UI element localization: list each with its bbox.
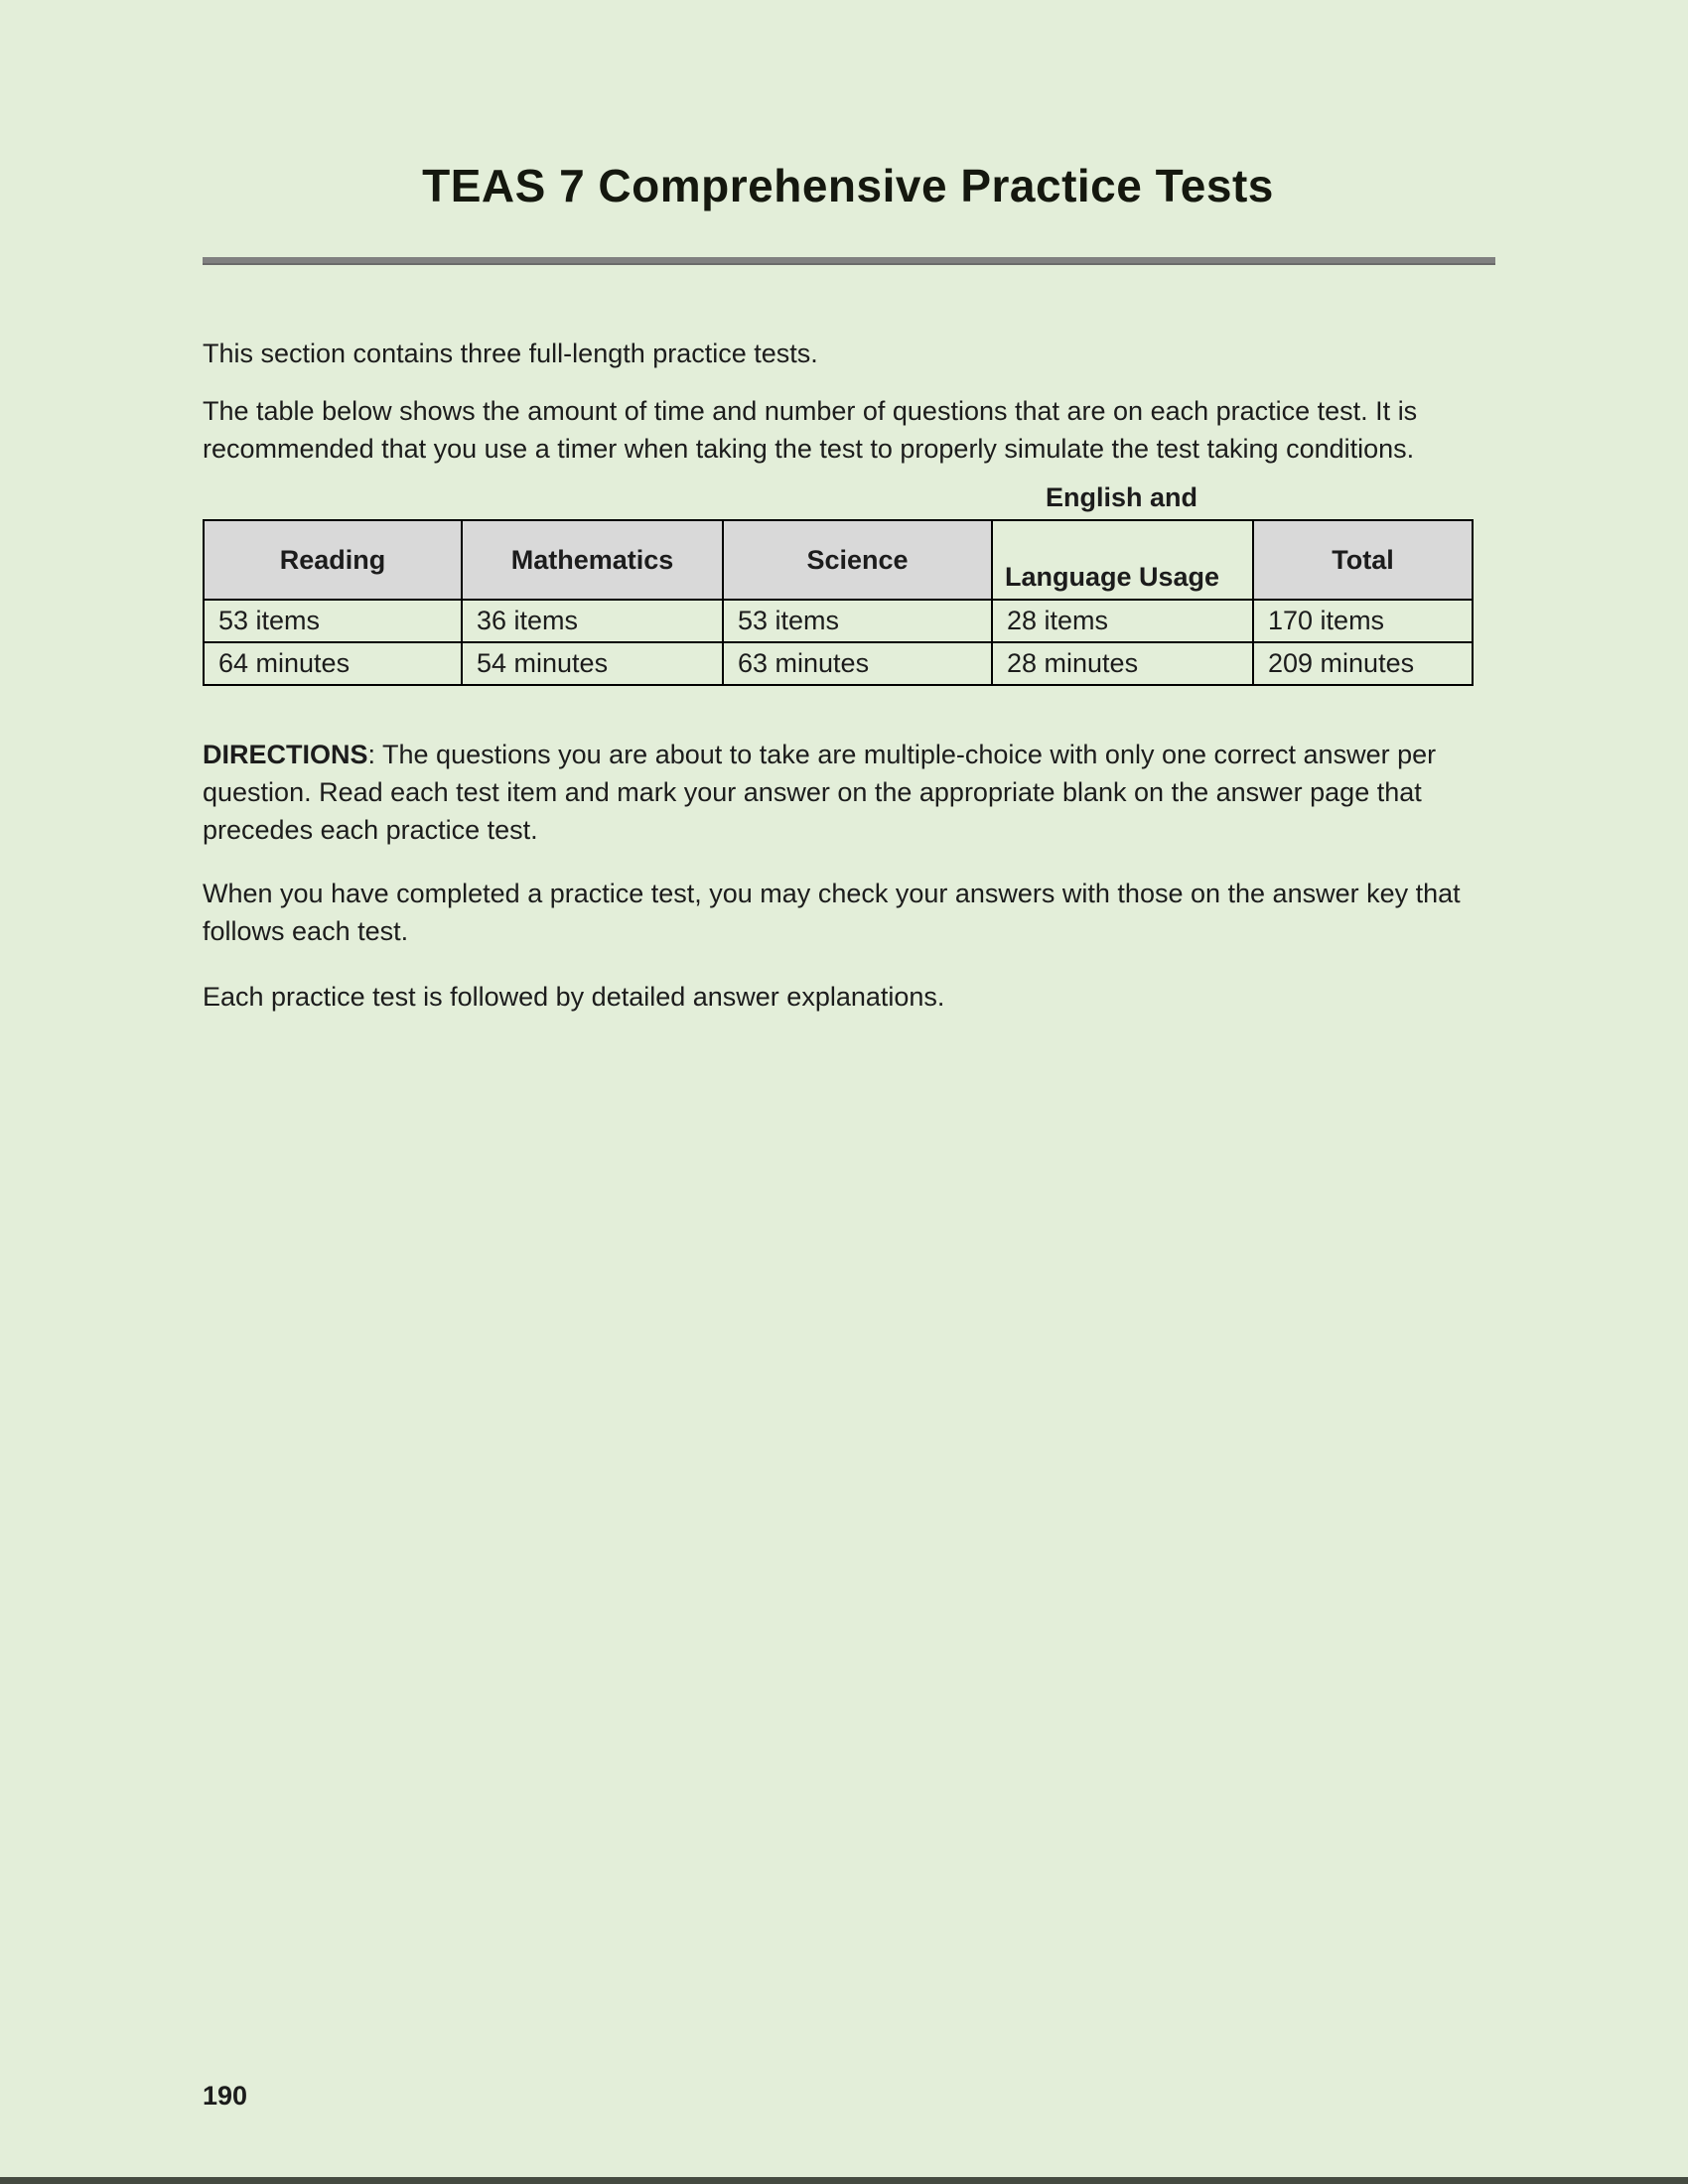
table-row-items — [204, 600, 1473, 642]
header-cell-reading: Reading — [204, 520, 462, 600]
cell-mathematics-items: 36 items — [462, 600, 723, 642]
answer-key-paragraph: When you have completed a practice test, you may check your answers with those on the answer key that follows each test. — [203, 879, 1461, 946]
title-divider — [203, 257, 1495, 265]
header-cell-total: Total — [1253, 520, 1473, 600]
table-row-minutes — [204, 642, 1473, 685]
cell-english-items: 28 items — [992, 600, 1253, 642]
cell-science-items: 53 items — [723, 600, 992, 642]
intro-paragraph-1: This section contains three full-length practice tests. — [203, 339, 818, 368]
header-cell-science: Science — [723, 520, 992, 600]
cell-english-minutes: 28 minutes — [992, 642, 1253, 685]
directions-paragraph — [203, 736, 1508, 849]
directions-label: DIRECTIONS — [203, 740, 368, 769]
explanations-paragraph: Each practice test is followed by detailed answer explanations. — [203, 982, 945, 1012]
table-header-row — [204, 520, 1473, 600]
header-cell-mathematics: Mathematics — [462, 520, 723, 600]
intro-paragraph-2: The table below shows the amount of time and number of questions that are on each practice test. It is recommended that you use a timer when taking the test to properly simulate the test taking conditions. — [203, 396, 1418, 464]
cell-total-minutes: 209 minutes — [1253, 642, 1473, 685]
page-bottom-edge — [0, 2177, 1688, 2184]
page-content — [0, 0, 1688, 1016]
directions-text: : The questions you are about to take are multiple-choice with only one correct answer per question. Read each test item and mark your answer on the appropriate blank on the answer page that precedes each practice test. — [203, 740, 1437, 845]
page-number: 190 — [203, 2081, 248, 2111]
cell-reading-minutes: 64 minutes — [204, 642, 462, 685]
header-cell-english-language-usage: Language Usage — [992, 520, 1253, 600]
cell-reading-items: 53 items — [204, 600, 462, 642]
page-title: TEAS 7 Comprehensive Practice Tests — [422, 160, 1274, 211]
cell-total-items: 170 items — [1253, 600, 1473, 642]
cell-mathematics-minutes: 54 minutes — [462, 642, 723, 685]
table-overflow-header-english-and: English and — [1045, 482, 1197, 512]
practice-test-schedule-table — [203, 519, 1474, 686]
cell-science-minutes: 63 minutes — [723, 642, 992, 685]
